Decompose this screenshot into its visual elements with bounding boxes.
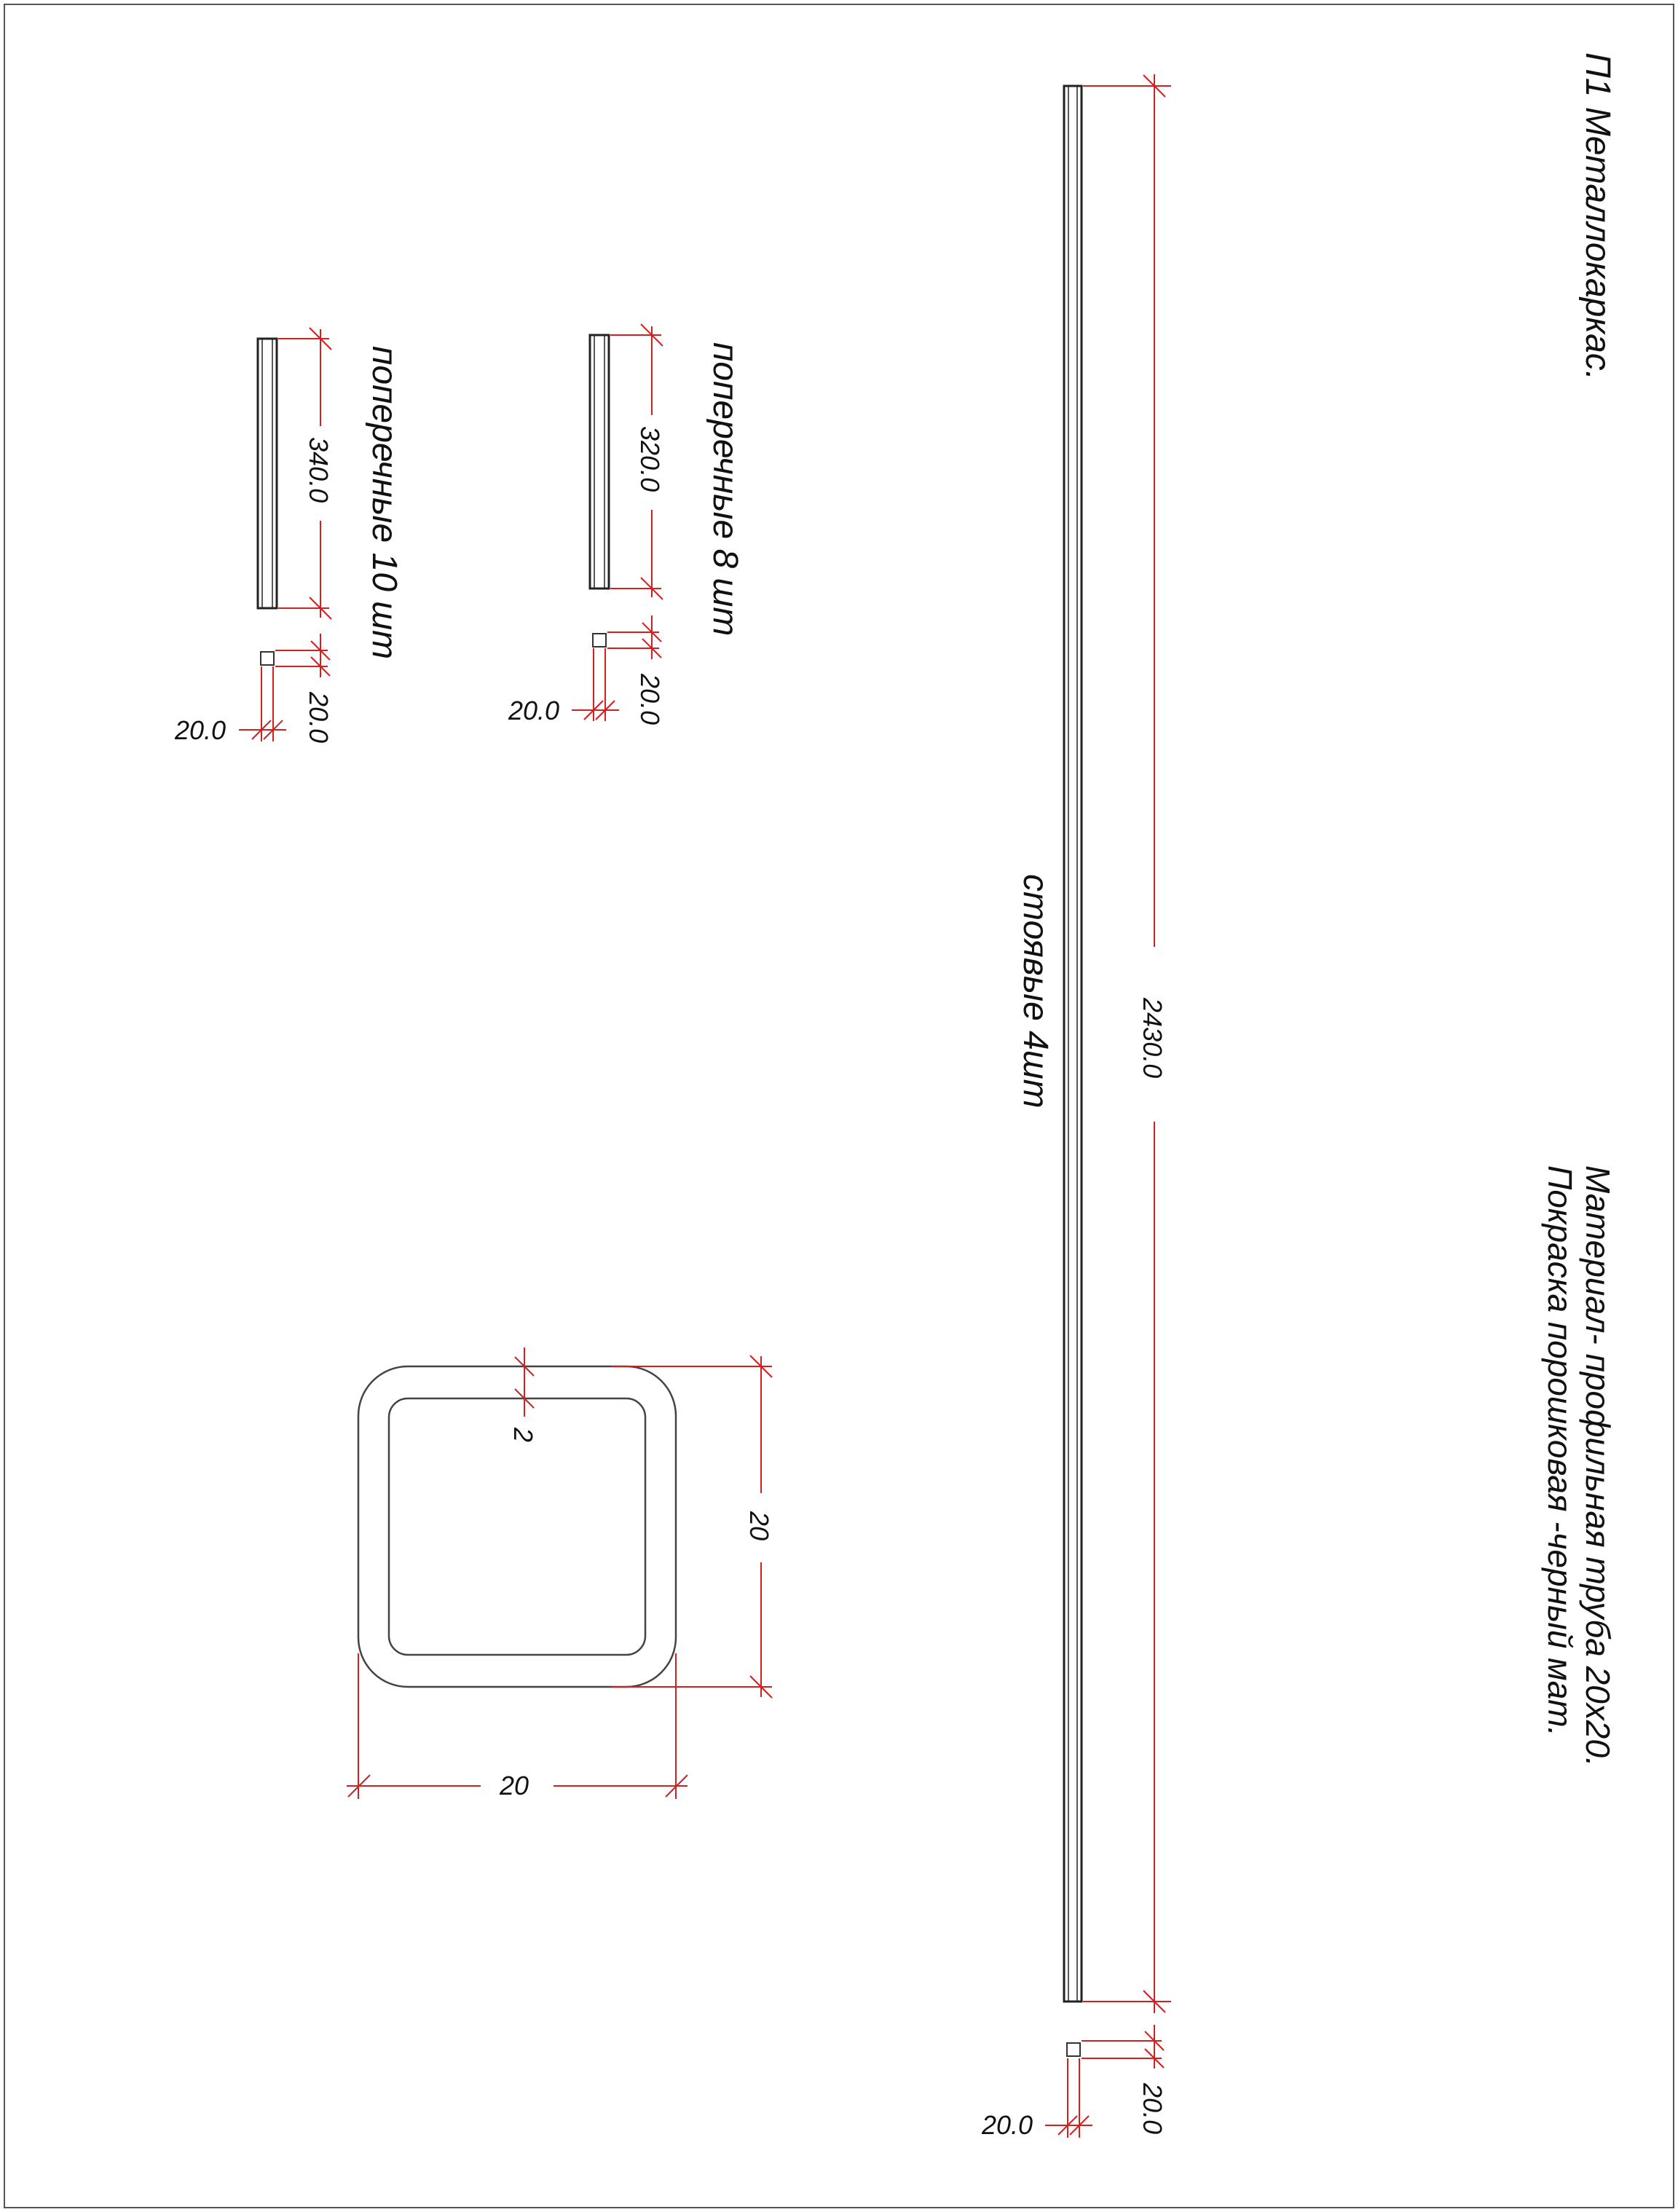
upright-length-dim — [1083, 74, 1171, 2013]
cross-320-section-w-label: 20.0 — [508, 696, 560, 725]
cross-340-section-dims — [174, 634, 334, 745]
upright-section-w-label: 20.0 — [982, 2110, 1033, 2140]
sheet-border — [4, 4, 1674, 2208]
cross-320-length-dim — [610, 324, 665, 599]
section-width-label: 20 — [500, 1771, 529, 1800]
upright-bar-view — [981, 74, 1171, 2140]
tube-section-detail — [347, 1347, 774, 1800]
cross-bar-340 — [258, 339, 277, 608]
section-wall-label: 2 — [508, 1428, 538, 1443]
cross-320-label: поперечные 8 шт — [706, 342, 744, 637]
cross-320-section-mark — [593, 634, 606, 647]
upright-length-label: 2430.0 — [1138, 998, 1167, 1079]
cross-340-label: поперечные 10 шт — [365, 346, 403, 660]
cross-bar-340-view — [174, 328, 403, 745]
paint-note: Покраска порошковая -черный мат. — [1541, 1165, 1579, 1736]
upright-bar — [1064, 86, 1082, 2002]
drawing-title: П1 Металлокаркас. — [1578, 52, 1617, 381]
cross-340-section-h-label: 20.0 — [304, 692, 334, 744]
cross-320-section-dims — [508, 615, 665, 725]
cross-320-section-h-label: 20.0 — [635, 674, 665, 725]
cross-320-length-label: 320.0 — [635, 426, 665, 492]
cross-340-length-dim — [278, 328, 334, 619]
cross-bar-320-view — [508, 324, 744, 725]
upright-label: стоявые 4шт — [1016, 874, 1055, 1109]
cross-340-section-w-label: 20.0 — [175, 715, 227, 745]
section-height-label: 20 — [744, 1511, 774, 1541]
material-note: Материал- профильная труба 20х20. — [1579, 1165, 1617, 1767]
cross-340-section-mark — [261, 652, 274, 665]
upright-section-h-label: 20.0 — [1138, 2083, 1167, 2135]
upright-section-dims — [981, 2025, 1167, 2140]
cross-340-length-label: 340.0 — [304, 437, 334, 503]
cross-bar-320 — [590, 335, 609, 589]
upright-section-mark — [1067, 2043, 1080, 2056]
